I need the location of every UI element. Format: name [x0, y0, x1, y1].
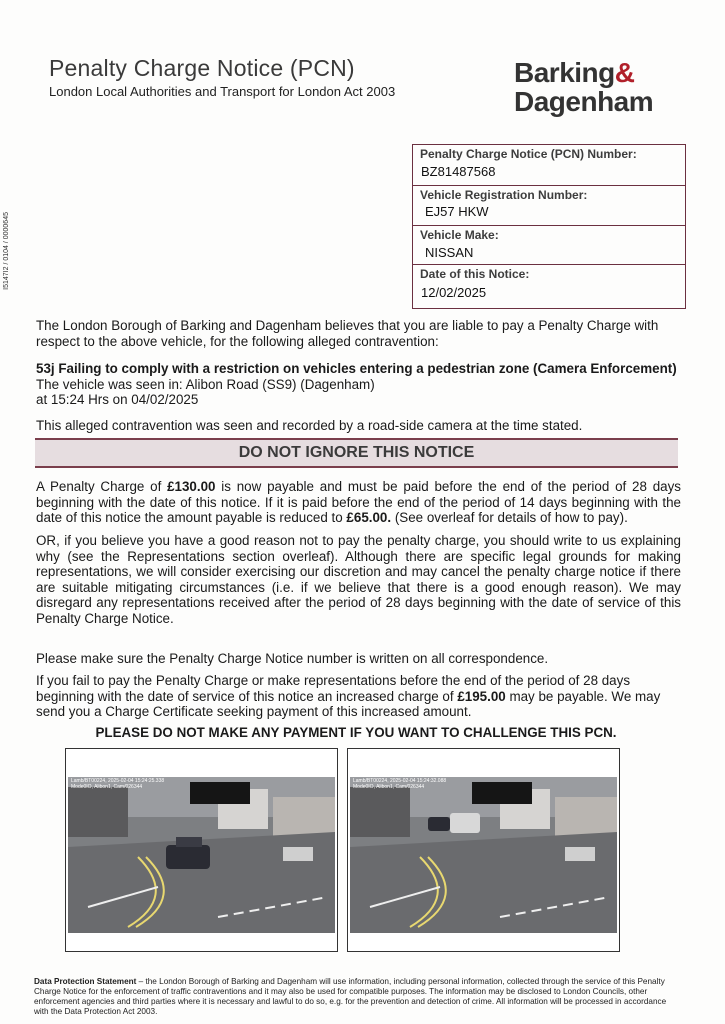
council-logo [514, 58, 653, 116]
increase-paragraph [36, 673, 681, 720]
evidence-photo-1 [65, 748, 338, 952]
page-title: Penalty Charge Notice (PCN) [49, 55, 355, 81]
notice-date-label: Date of this Notice: [420, 267, 530, 281]
page-subtitle: London Local Authorities and Transport for London Act 2003 [49, 84, 396, 99]
pcn-number-value: BZ81487568 [421, 164, 496, 179]
camera-frame-2 [350, 777, 617, 933]
time-text: at 15:24 Hrs on 04/02/2025 [36, 392, 199, 407]
no-payment-warning: PLEASE DO NOT MAKE ANY PAYMENT IF YOU WANT TO CHALLENGE THIS PCN. [95, 725, 617, 740]
logo-word-barking: Barking [514, 57, 615, 88]
recorded-text: This alleged contravention was seen and recorded by a road-side camera at the time stated. [36, 418, 583, 433]
reduced-amount: £65.00. [346, 510, 392, 526]
vehicle-make-value: NISSAN [425, 245, 474, 260]
pcn-number-label: Penalty Charge Notice (PCN) Number: [420, 147, 637, 161]
correspondence-text: Please make sure the Penalty Charge Notice number is written on all correspondence. [36, 651, 549, 666]
street-scene-image [350, 777, 617, 933]
intro-paragraph: The London Borough of Barking and Dagenham believes that you are liable to pay a Penalty Charge with respect to the above vehicle, for the following alleged contravention: [36, 318, 659, 349]
increase-text-b: may be payable. We may send you a Charge Certificate seeking payment of this increased amount. [36, 688, 661, 720]
logo-word-dagenham: Dagenham [514, 86, 654, 117]
data-protection-text: – the London Borough of Barking and Dagenham will use information, including personal information, collected through the service of this Penalty Charge Notice for the enforcement of traffic contraventions and it may also be used for compatible purposes. The information may be disclosed to London Councils, other enforcement agencies and third parties where it is necessary and lawful to do so, e.g. for the prevention and detection of crime. All information will be processed in accordance with the Data Protection Act 2003. [34, 977, 667, 1016]
notice-details-box [412, 144, 686, 309]
increased-amount: £195.00 [457, 688, 506, 704]
data-protection-statement [34, 977, 679, 1017]
notice-date-value: 12/02/2025 [421, 285, 487, 300]
data-protection-heading: Data Protection Statement [34, 977, 137, 986]
payment-text-b: is now payable and must be paid before the end of the period of 28 days beginning with the date of this notice. If it is paid before the end of the period of 14 days beginning with the date of this notice the amount payable is reduced to [36, 479, 681, 526]
camera-timestamp-2: Lamb/BT00224, 2025-02-04 15:24:32.088 Mode0IO, Alibon1, Cam/026344 [353, 778, 447, 790]
payment-text-c: (See overleaf for details of how to pay). [391, 510, 628, 526]
representations-paragraph: OR, if you believe you have a good reason not to pay the penalty charge, you should write to us explaining why (see the Representations section overleaf). Although there are specific legal grounds for making representations, we will consider exercising our discretion and may cancel the penalty charge notice if there are suitable mitigating circumstances (i.e. if we believe that there is a good enough reason). We may disregard any representations received after the period of 28 days beginning with the date of service of this Penalty Charge Notice. [36, 533, 681, 626]
contravention-text: 53j Failing to comply with a restriction on vehicles entering a pedestrian zone (Camera Enforcement) [36, 361, 677, 376]
vehicle-make-row [413, 226, 685, 265]
payment-paragraph [36, 479, 681, 526]
side-reference-code: I5147I2 / 0104 / 0000645 [3, 212, 10, 290]
location-text: The vehicle was seen in: Alibon Road (SS9) (Dagenham) [36, 377, 375, 392]
notice-date-row [413, 265, 685, 309]
increase-text-a: If you fail to pay the Penalty Charge or make representations before the end of the period of 28 days beginning with the date of service of this notice an increased charge of [36, 673, 631, 704]
camera-timestamp-1: Lamb/BT00224, 2025-02-04 15:24:25.338 Mode0IO, Alibon1, Cam/026344 [71, 778, 165, 790]
do-not-ignore-banner: DO NOT IGNORE THIS NOTICE [35, 438, 678, 468]
logo-ampersand: & [614, 57, 635, 88]
registration-label: Vehicle Registration Number: [420, 188, 588, 202]
pcn-number-row [413, 145, 685, 186]
registration-value: EJ57 HKW [425, 204, 489, 219]
evidence-photo-2 [347, 748, 620, 952]
vehicle-make-label: Vehicle Make: [420, 228, 499, 242]
payment-text-a: A Penalty Charge of [36, 479, 168, 494]
camera-frame-1 [68, 777, 335, 933]
penalty-amount: £130.00 [167, 479, 216, 494]
registration-row [413, 186, 685, 226]
street-scene-image [68, 777, 335, 933]
